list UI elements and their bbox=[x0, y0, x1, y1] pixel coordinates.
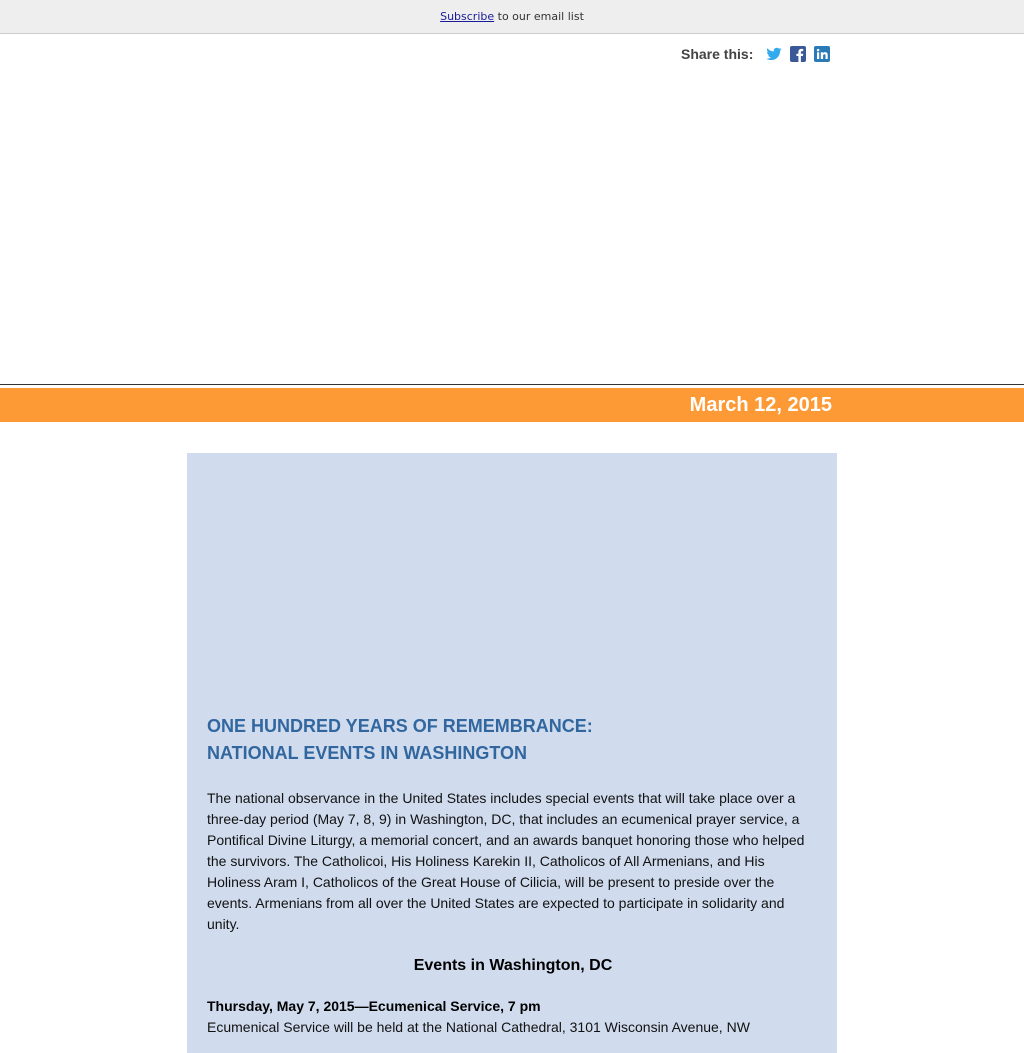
date-banner bbox=[0, 388, 1024, 422]
email-subscribe-bar bbox=[0, 0, 1024, 34]
article-panel bbox=[187, 453, 837, 1053]
events-section-title: Events in Washington, DC bbox=[413, 957, 613, 974]
subscribe-suffix-text: to our email list bbox=[494, 10, 584, 23]
linkedin-share-button[interactable] bbox=[814, 46, 838, 62]
facebook-icon bbox=[790, 46, 806, 62]
headline-line-2: NATIONAL EVENTS IN WASHINGTON bbox=[207, 743, 528, 763]
issue-date: March 12, 2015 bbox=[689, 394, 832, 416]
article-body: The national observance in the United States includes special events that will take place over a three-day period (May 7, 8, 9) in Washington, DC, that includes an ecumenical prayer service, a Pontifical Divine Liturgy, a memorial concert, and an awards banquet honoring those who helped the survivors. The Catholicoi, His Holiness Karekin II, Catholicos of All Armenians, and His Holiness Aram I, Catholicos of the Great House of Cilicia, will be present to preside over the events. Armenians from all over the United States are expected to participate in solidarity and unity. bbox=[207, 790, 805, 932]
header-divider bbox=[0, 384, 1024, 385]
article-content bbox=[207, 713, 819, 1038]
event-title: Thursday, May 7, 2015—Ecumenical Service, 7 pm bbox=[207, 998, 541, 1014]
facebook-share-button[interactable] bbox=[790, 46, 814, 62]
twitter-icon bbox=[766, 46, 782, 62]
article-headline bbox=[207, 713, 819, 767]
share-label: Share this: bbox=[681, 46, 754, 62]
headline-line-1: ONE HUNDRED YEARS OF REMEMBRANCE: bbox=[207, 716, 593, 736]
event-description: Ecumenical Service will be held at the National Cathedral, 3101 Wisconsin Avenue, NW bbox=[207, 1019, 750, 1035]
twitter-share-button[interactable] bbox=[766, 46, 790, 62]
subscribe-link[interactable]: Subscribe bbox=[440, 10, 495, 23]
share-bar bbox=[681, 44, 838, 64]
linkedin-icon bbox=[814, 46, 830, 62]
